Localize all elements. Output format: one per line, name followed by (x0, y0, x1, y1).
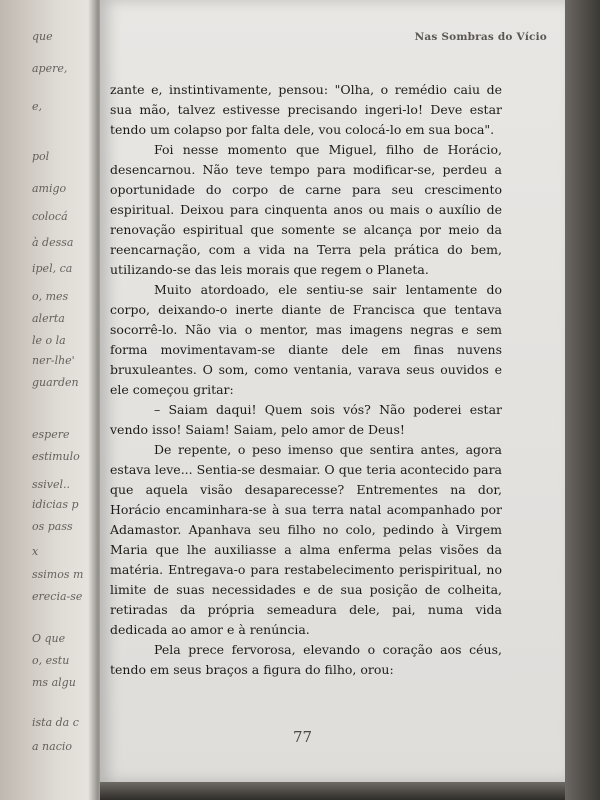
left-page-fragment: estimulo (32, 450, 80, 463)
left-page-fragment: e, (32, 100, 43, 113)
page-body (110, 80, 502, 680)
left-page-fragment: o, mes (32, 290, 69, 303)
left-page-fragment: colocá (32, 210, 68, 223)
left-page-fragment: O que (32, 632, 66, 645)
left-page-fragment: guarden (32, 376, 79, 389)
paragraph: De repente, o peso imenso que sentira antes, agora estava leve... Sentia-se desmaiar. O que teria acontecido para que aquela visão desaparecesse? Entrementes na dor, Horácio encaminhara-se à sua terra natal acompanhado por Adamastor. Apanhava seu filho no colo, pedindo à Virgem Maria que lhe auxiliasse a alma enferma pelas visões da matéria. Entregava-o para restabelecimento perispiritual, no limite de suas necessidades e de sua posição de colheita, retiradas da própria semeadura dele, pai, numa vida dedicada ao amor e à renúncia. (110, 442, 502, 637)
left-page-fragment: o, estu (32, 654, 70, 667)
paragraph: Pela prece fervorosa, elevando o coração aos céus, tendo em seus braços a figura do filho, orou: (110, 642, 502, 677)
left-page-fragment: ipel, ca (32, 262, 73, 275)
left-page-fragment: x (32, 545, 39, 558)
left-page-fragment: alerta (32, 312, 65, 325)
left-page-fragment: espere (32, 428, 70, 441)
page-number: 77 (293, 728, 313, 746)
paragraph: zante e, instintivamente, pensou: "Olha, o remédio caiu de sua mão, talvez estivesse precisando ingeri-lo! Deve estar tendo um colapso por falta dele, vou colocá-lo em sua boca". (110, 82, 502, 137)
left-page-fragment: ista da c (32, 716, 79, 729)
left-page-fragment: à dessa (32, 236, 74, 249)
page-edge-shadow (565, 0, 600, 800)
book-page (100, 0, 565, 782)
left-page-fragment: erecia-se (32, 590, 83, 603)
running-head: Nas Sombras do Vício (414, 31, 547, 43)
dialogue-paragraph: – Saiam daqui! Quem sois vós? Não poderei estar vendo isso! Saiam! Saiam, pelo amor de Deus! (110, 402, 502, 437)
left-page-fragment: que (32, 30, 53, 43)
left-page-fragment: ms algu (32, 676, 76, 689)
paragraph: Muito atordoado, ele sentiu-se sair lentamente do corpo, deixando-o inerte diante de Francisca que tentava socorrê-lo. Não via o mentor, mas imagens negras e sem forma movimentavam-se diante dele em finas nuvens bruxuleantes. O som, como ventania, varava seus ouvidos e ele começou gritar: (110, 282, 502, 397)
left-page-fragment: pol (32, 150, 50, 163)
page-bottom-shadow (100, 782, 565, 800)
left-page-fragment: ssivel.. (32, 478, 71, 491)
left-page (0, 0, 100, 800)
left-page-fragment: ner-lhe' (32, 354, 75, 367)
paragraph: Foi nesse momento que Miguel, filho de Horácio, desencarnou. Não teve tempo para modificar-se, perdeu a oportunidade do corpo de carne para seu crescimento espiritual. Deixou para cinquenta anos ou mais o auxílio de renovação espiritual que somente se alcança por meio da reencarnação, com a vida na Terra pela prática do bem, utilizando-se das leis morais que regem o Planeta. (110, 142, 502, 277)
left-page-fragment: apere, (32, 62, 68, 75)
left-page-fragment: amigo (32, 182, 67, 195)
left-page-fragment: idicias p (32, 498, 79, 511)
left-page-fragment: os pass (32, 520, 73, 533)
left-page-fragment: ssimos m (32, 568, 84, 581)
left-page-fragment: a nacio (32, 740, 72, 753)
left-page-fragment: le o la (32, 334, 66, 347)
